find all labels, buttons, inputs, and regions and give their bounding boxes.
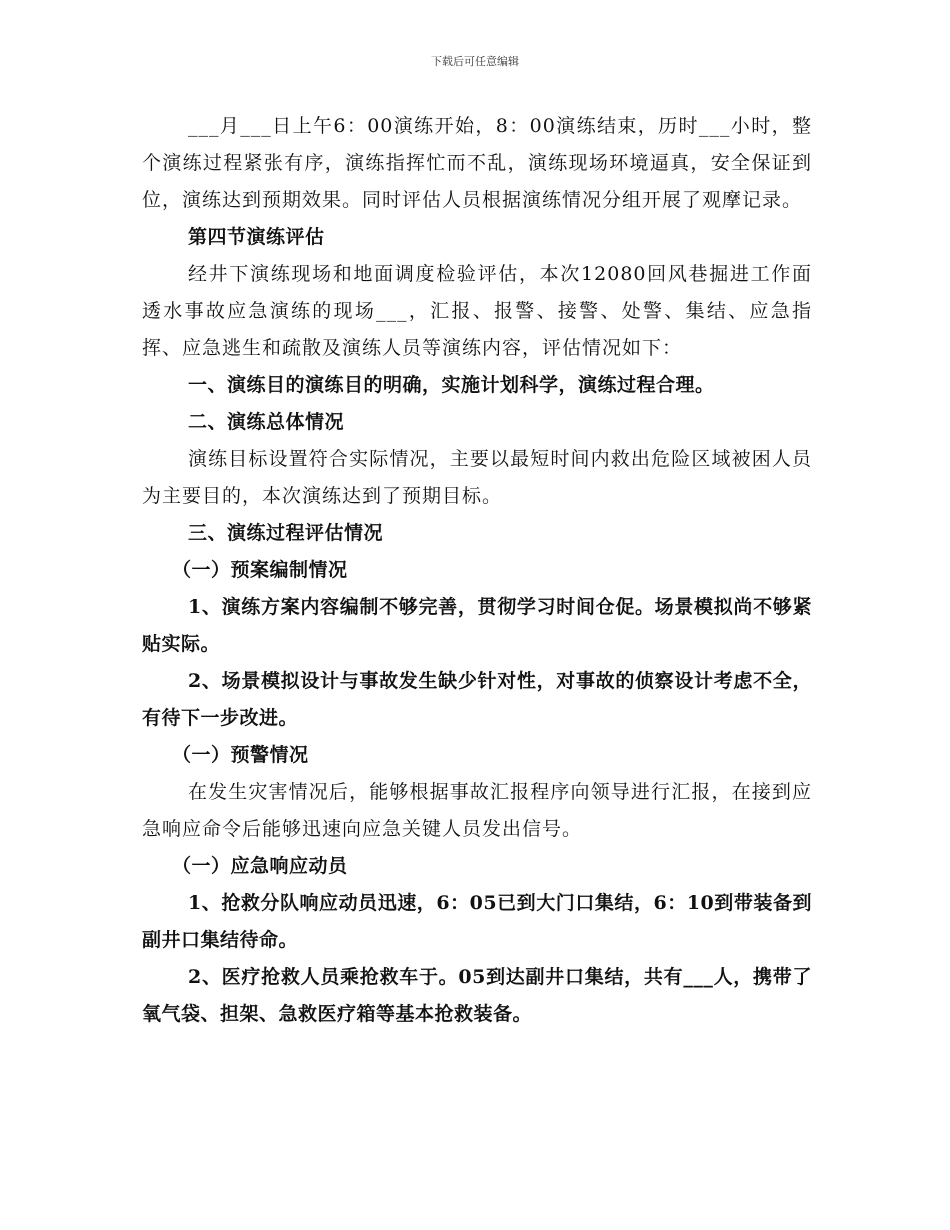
item-plan-preparation-1: 1、演练方案内容编制不够完善，贯彻学习时间仓促。场景模拟尚不够紧贴实际。 xyxy=(142,596,812,655)
paragraph-drill-timeline: ___月___日上午6：00演练开始，8：00演练结束，历时___小时，整个演练过程紧张有序，演练指挥忙而不乱，演练现场环境逼真，安全保证到位，演练达到预期效果。同时评估人员根据演练情况分组开展了观摩记录。 xyxy=(142,115,812,211)
page-header: 下载后可任意编辑 xyxy=(431,55,519,68)
paragraph-evaluation-intro: 经井下演练现场和地面调度检验评估，本次12080回风巷掘进工作面透水事故应急演练的现场___，汇报、报警、接警、处警、集结、应急指挥、应急逃生和疏散及演练人员等演练内容，评估情况如下： xyxy=(142,263,812,359)
heading-overall-situation: 二、演练总体情况 xyxy=(188,411,345,433)
document-body xyxy=(142,108,812,1033)
paragraph-early-warning: 在发生灾害情况后，能够根据事故汇报程序向领导进行汇报，在接到应急响应命令后能够迅速向应急关键人员发出信号。 xyxy=(142,781,812,840)
subheading-plan-preparation: （一）预案编制情况 xyxy=(172,559,348,581)
paragraph-overall-situation: 演练目标设置符合实际情况，主要以最短时间内救出危险区域被困人员为主要目的，本次演练达到了预期目标。 xyxy=(142,448,812,507)
item-emergency-response-2: 2、医疗抢救人员乘抢救车于。05到达副井口集结，共有___人，携带了氧气袋、担架、急救医疗箱等基本抢救装备。 xyxy=(142,966,812,1025)
heading-process-evaluation: 三、演练过程评估情况 xyxy=(188,522,384,544)
item-plan-preparation-2: 2、场景模拟设计与事故发生缺少针对性，对事故的侦察设计考虑不全，有待下一步改进。 xyxy=(142,670,812,729)
item-emergency-response-1: 1、抢救分队响应动员迅速，6：05已到大门口集结，6：10到带装备到副井口集结待命。 xyxy=(142,892,812,951)
heading-drill-purpose: 一、演练目的演练目的明确，实施计划科学，演练过程合理。 xyxy=(188,374,715,396)
section-heading-drill-evaluation: 第四节演练评估 xyxy=(188,226,325,248)
subheading-early-warning: （一）预警情况 xyxy=(172,744,309,766)
subheading-emergency-response: （一）应急响应动员 xyxy=(172,855,348,877)
